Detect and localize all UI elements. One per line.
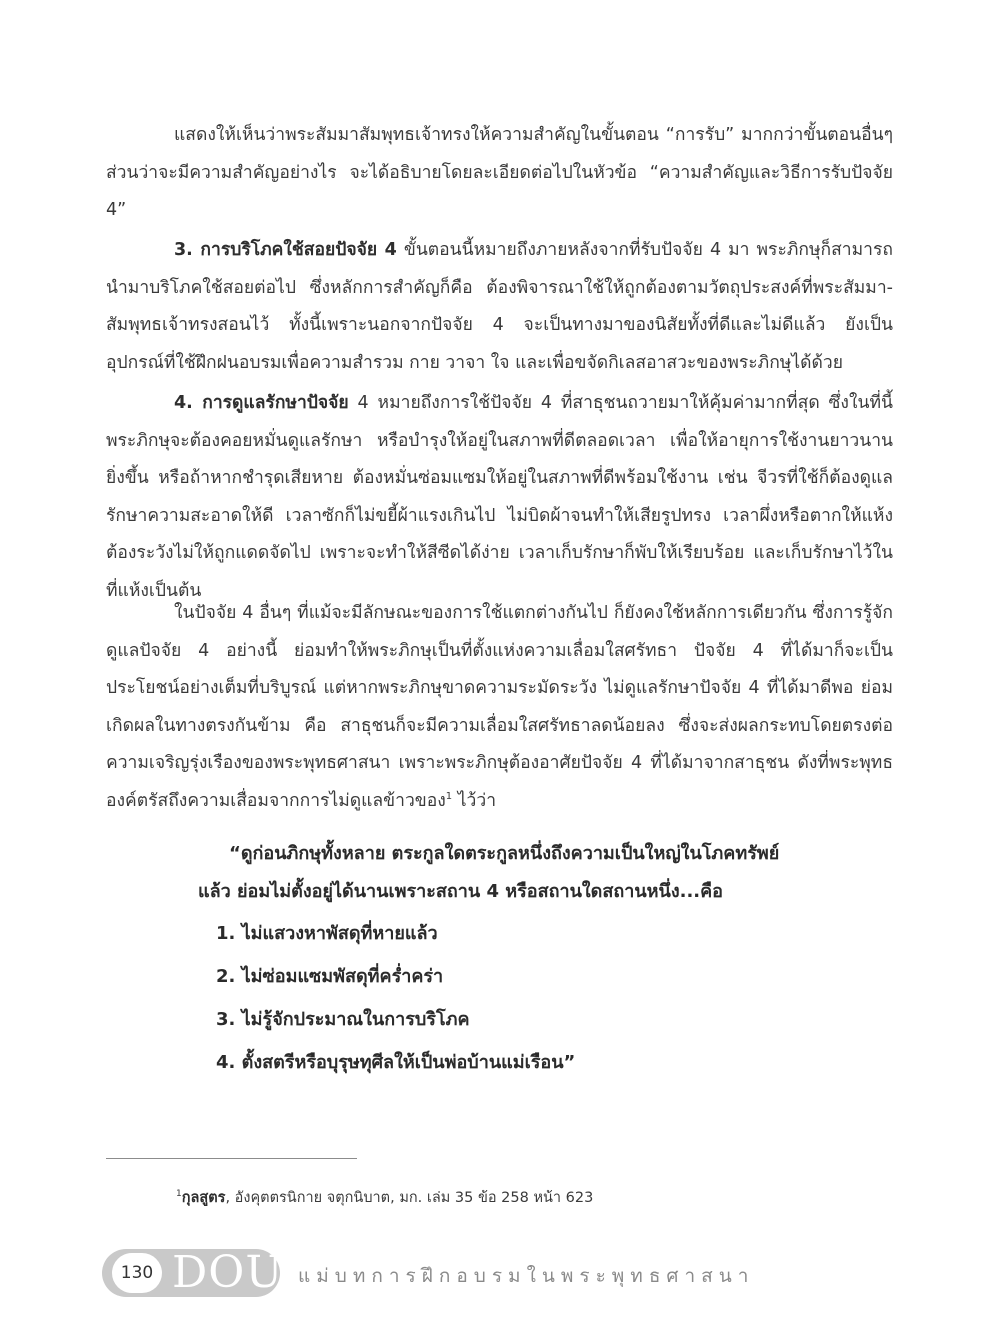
quote-line-2: แล้ว ย่อมไม่ตั้งอยู่ได้นานเพราะสถาน 4 หรือสถานใดสถานหนึ่ง...คือ — [198, 881, 723, 902]
section-heading-consumption: 3. การบริโภคใช้สอยปัจจัย 4 — [174, 240, 397, 260]
page-footer — [102, 1247, 755, 1299]
paragraph-maintenance-text: 4 หมายถึงการใช้ปัจจัย 4 ที่สาธุชนถวายมาให้คุ้มค่ามากที่สุด ซึ่งในที่นี้พระภิกษุจะต้องคอยหมั่นดูแลรักษา หรือบำรุงให้อยู่ในสภาพที่ดีตลอดเวลา เพื่อให้อายุการใช้งานยาวนานยิ่งขึ้น หรือถ้าหากชำรุดเสียหาย ต้องหมั่นซ่อมแซมให้อยู่ในสภาพที่ดีพร้อมใช้งาน เช่น จีวรที่ใช้ก็ต้องดูแลรักษาความสะอาดให้ดี เวลาซักก็ไม่ขยี้ผ้าแรงเกินไป ไม่บิดผ้าจนทำให้เสียรูปทรง เวลาผึ่งหรือตากให้แห้ง ต้องระวังไม่ให้ถูกแดดจัดไป เพราะจะทำให้สีซีดได้ง่าย เวลาเก็บรักษาก็พับให้เรียบร้อย และเก็บรักษาไว้ในที่แห้งเป็นต้น — [106, 393, 893, 601]
paragraph-intro — [106, 117, 893, 230]
paragraph-consumption-text: ขั้นตอนนี้หมายถึงภายหลังจากที่รับปัจจัย 4 มา พระภิกษุก็สามารถนำมาบริโภคใช้สอยต่อไป ซึ่งหลักการสำคัญก็คือ ต้องพิจารณาใช้ให้ถูกต้องตามวัตถุประสงค์ที่พระสัมมา-สัมพุทธเจ้าทรงสอนไว้ ทั้งนี้เพราะนอกจากปัจจัย 4 จะเป็นทางมาของนิสัยทั้งที่ดีและไม่ดีแล้ว ยังเป็นอุปกรณ์ที่ใช้ฝึกฝนอบรมเพื่อความสำรวม กาย วาจา ใจ และเพื่อขจัดกิเลสอาสวะของพระภิกษุได้ด้วย — [106, 240, 893, 373]
footnote-reference[interactable]: 1 — [445, 790, 453, 802]
footnote-number: 1 — [176, 1189, 182, 1199]
list-item: 1. ไม่แสวงหาพัสดุที่หายแล้ว — [216, 923, 438, 944]
list-item: 2. ไม่ซ่อมแซมพัสดุที่คร่ำคร่า — [216, 966, 444, 987]
footnote-title: กุลสูตร — [181, 1190, 226, 1206]
page-number: 130 — [112, 1253, 162, 1293]
footnote — [176, 1186, 593, 1209]
footnote-divider — [106, 1158, 357, 1159]
paragraph-consumption — [106, 232, 893, 382]
quote-list — [216, 912, 575, 1084]
book-title: แม่บทการฝึกอบรมในพระพุทธศาสนา — [298, 1265, 755, 1287]
footnote-text: , อังคุตตรนิกาย จตุกนิบาต, มก. เล่ม 35 ข้อ 258 หน้า 623 — [225, 1190, 594, 1206]
paragraph-other-requisites-tail: ไว้ว่า — [452, 790, 497, 811]
paragraph-other-requisites-text: ในปัจจัย 4 อื่นๆ ที่แม้จะมีลักษณะของการใช้แตกต่างกันไป ก็ยังคงใช้หลักการเดียวกัน ซึ่งการรู้จักดูแลปัจจัย 4 อย่างนี้ ย่อมทำให้พระภิกษุเป็นที่ตั้งแห่งความเลื่อมใสศรัทธา ปัจจัย 4 ที่ได้มาก็จะเป็นประโยชน์อย่างเต็มที่บริบูรณ์ แต่หากพระภิกษุขาดความระมัดระวัง ไม่ดูแลรักษาปัจจัย 4 ที่ได้มาดีพอ ย่อมเกิดผลในทางตรงกันข้าม คือ สาธุชนก็จะมีความเลื่อมใสศรัทธาลดน้อยลง ซึ่งจะส่งผลกระทบโดยตรงต่อความเจริญรุ่งเรืองของพระพุทธศาสนา เพราะพระภิกษุต้องอาศัยปัจจัย 4 ที่ได้มาจากสาธุชน ดังที่พระพุทธองค์ตรัสถึงความเสื่อมจากการไม่ดูแลข้าวของ — [106, 603, 893, 811]
paragraph-other-requisites — [106, 595, 893, 821]
paragraph-intro-text: แสดงให้เห็นว่าพระสัมมาสัมพุทธเจ้าทรงให้ความสำคัญในขั้นตอน “การรับ” มากกว่าขั้นตอนอื่นๆ ส่วนว่าจะมีความสำคัญอย่างไร จะได้อธิบายโดยละเอียดต่อไปในหัวข้อ “ความสำคัญและวิธีการรับปัจจัย 4” — [106, 125, 893, 221]
paragraph-maintenance — [106, 385, 893, 611]
quote-line-1: “ดูก่อนภิกษุทั้งหลาย ตระกูลใดตระกูลหนึ่งถึงความเป็นใหญ่ในโภคทรัพย์ — [229, 843, 780, 864]
footer-badge — [102, 1247, 284, 1298]
list-item: 4. ตั้งสตรีหรือบุรุษทุศีลให้เป็นพ่อบ้านแม่เรือน” — [216, 1052, 576, 1073]
brand-logo: DOU — [172, 1247, 284, 1298]
section-heading-maintenance: 4. การดูแลรักษาปัจจัย — [174, 393, 349, 413]
list-item: 3. ไม่รู้จักประมาณในการบริโภค — [216, 1009, 470, 1030]
